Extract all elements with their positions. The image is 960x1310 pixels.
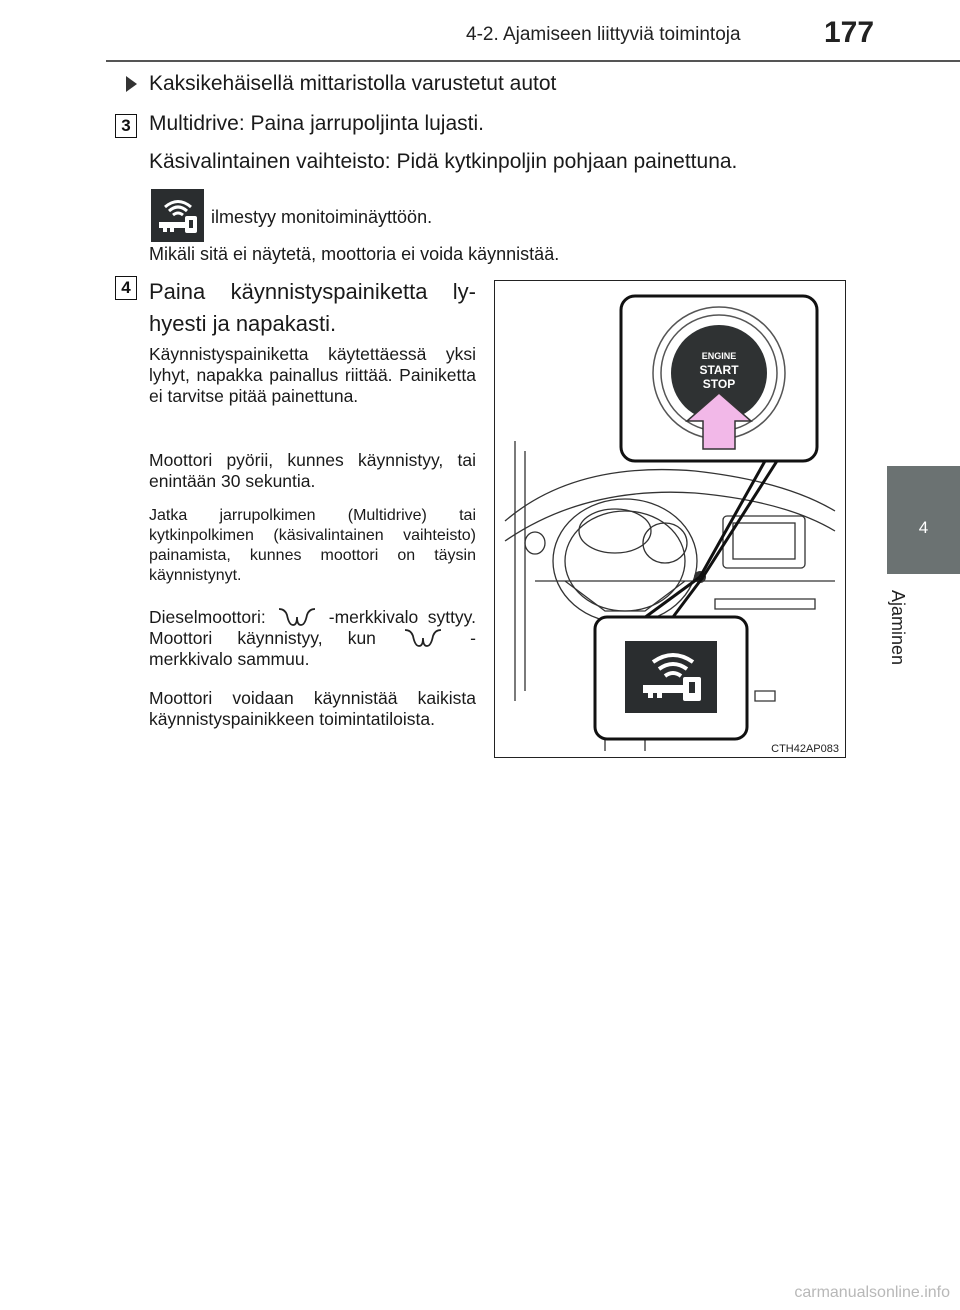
chapter-label-text: Ajaminen [888,590,908,666]
key-indicator-icon [151,189,204,242]
step-4-paragraph-2: Moottori pyörii, kunnes käynnistyy, tai enintään 30 sekuntia. [149,450,476,491]
chapter-tab[interactable] [887,466,960,574]
step-4-paragraph-1: Käynnistyspainiketta käytettäessä yksi lyhyt, napakka painallus riittää. Painiketta ei tarvitse pitää painettuna. [149,344,476,406]
bullet-heading: Kaksikehäisellä mittaristolla varustetut autot [149,72,557,95]
figure-code: CTH42AP083 [771,743,839,755]
glow-plug-icon [275,607,319,627]
step-3-badge: 3 [115,114,137,138]
header-divider [106,60,960,62]
step-3-line-2: Käsivalintainen vaihteisto: Pidä kytkinpoljin pohjaan painettuna. [149,150,738,173]
button-start-text: START [699,363,739,377]
diesel-text-2: -merkkivalo sammuu. [149,628,476,669]
step-3-note: Mikäli sitä ei näytetä, moottoria ei voida käynnistää. [149,244,560,264]
indicator-text: ilmestyy monitoiminäyttöön. [211,207,433,227]
step-4-title: Paina käynnistyspainiketta lyhyesti ja napakasti. [149,279,476,336]
step-4-paragraph-5: Moottori voidaan käynnistää kaikista käynnistyspainikkeen toimintatiloista. [149,688,476,729]
dashboard-drawing [495,281,844,756]
step-4-paragraph-3: Jatka jarrupolkimen (Multidrive) tai kytkinpolkimen (käsivalintainen vaihteisto) painamista, kunnes moottori on täysin käynnistynyt. [149,507,476,584]
page-number: 177 [824,16,875,49]
section-title: 4-2. Ajamiseen liittyviä toimintoja [466,24,741,45]
engine-start-illustration [494,280,846,758]
button-engine-text: ENGINE [701,351,737,361]
diesel-text-1: -merkkivalo syttyy. Moottori käynnistyy, kun [149,607,476,648]
step-4-paragraph-4 [149,607,476,670]
chapter-label [888,590,918,700]
bullet-arrow-icon [126,76,137,92]
glow-plug-icon [401,628,445,648]
chapter-number: 4 [918,518,929,537]
button-stop-text: STOP [702,377,736,391]
diesel-label: Dieselmoottori: [149,607,266,627]
step-4-badge: 4 [115,276,137,300]
step-3-line-1: Multidrive: Paina jarrupoljinta lujasti. [149,112,484,135]
watermark: carmanualsonline.info [794,1284,950,1301]
